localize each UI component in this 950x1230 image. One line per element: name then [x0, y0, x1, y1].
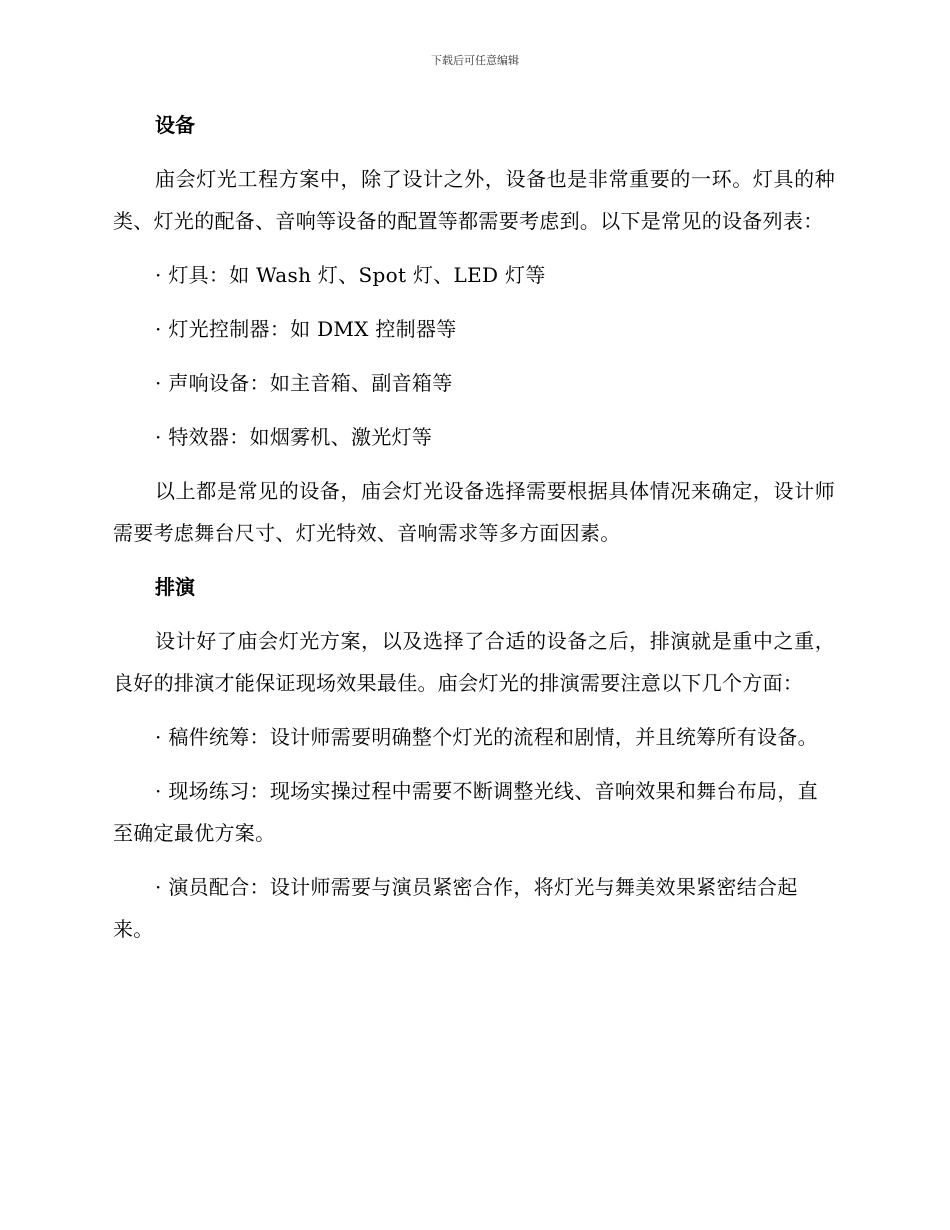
equipment-summary-paragraph: 以上都是常见的设备，庙会灯光设备选择需要根据具体情况来确定，设计师需要考虑舞台尺寸、灯光特效、音响需求等多方面因素。 — [113, 479, 835, 545]
equipment-intro-paragraph: 庙会灯光工程方案中，除了设计之外，设备也是非常重要的一环。灯具的种类、灯光的配备、音响等设备的配置等都需要考虑到。以下是常见的设备列表： — [113, 167, 835, 233]
equipment-list-item: · 声响设备：如主音箱、副音箱等 — [155, 371, 453, 395]
document-body — [113, 104, 835, 962]
section-heading-equipment: 设备 — [155, 113, 195, 137]
equipment-list-item: · 特效器：如烟雾机、激光灯等 — [155, 425, 433, 449]
rehearsal-list-item: · 演员配合：设计师需要与演员紧密合作，将灯光与舞美效果紧密结合起来。 — [113, 875, 798, 941]
equipment-list-item: · 灯光控制器：如 DMX 控制器等 — [155, 317, 457, 341]
rehearsal-list-item: · 现场练习：现场实操过程中需要不断调整光线、音响效果和舞台布局，直至确定最优方案。 — [113, 779, 818, 845]
rehearsal-intro-paragraph: 设计好了庙会灯光方案，以及选择了合适的设备之后，排演就是重中之重，良好的排演才能保证现场效果最佳。庙会灯光的排演需要注意以下几个方面： — [113, 629, 835, 695]
rehearsal-list-item: · 稿件统筹：设计师需要明确整个灯光的流程和剧情，并且统筹所有设备。 — [155, 725, 818, 749]
equipment-list-item: · 灯具：如 Wash 灯、Spot 灯、LED 灯等 — [155, 263, 546, 287]
section-heading-rehearsal: 排演 — [155, 575, 195, 599]
page-header: 下载后可任意编辑 — [431, 54, 519, 67]
